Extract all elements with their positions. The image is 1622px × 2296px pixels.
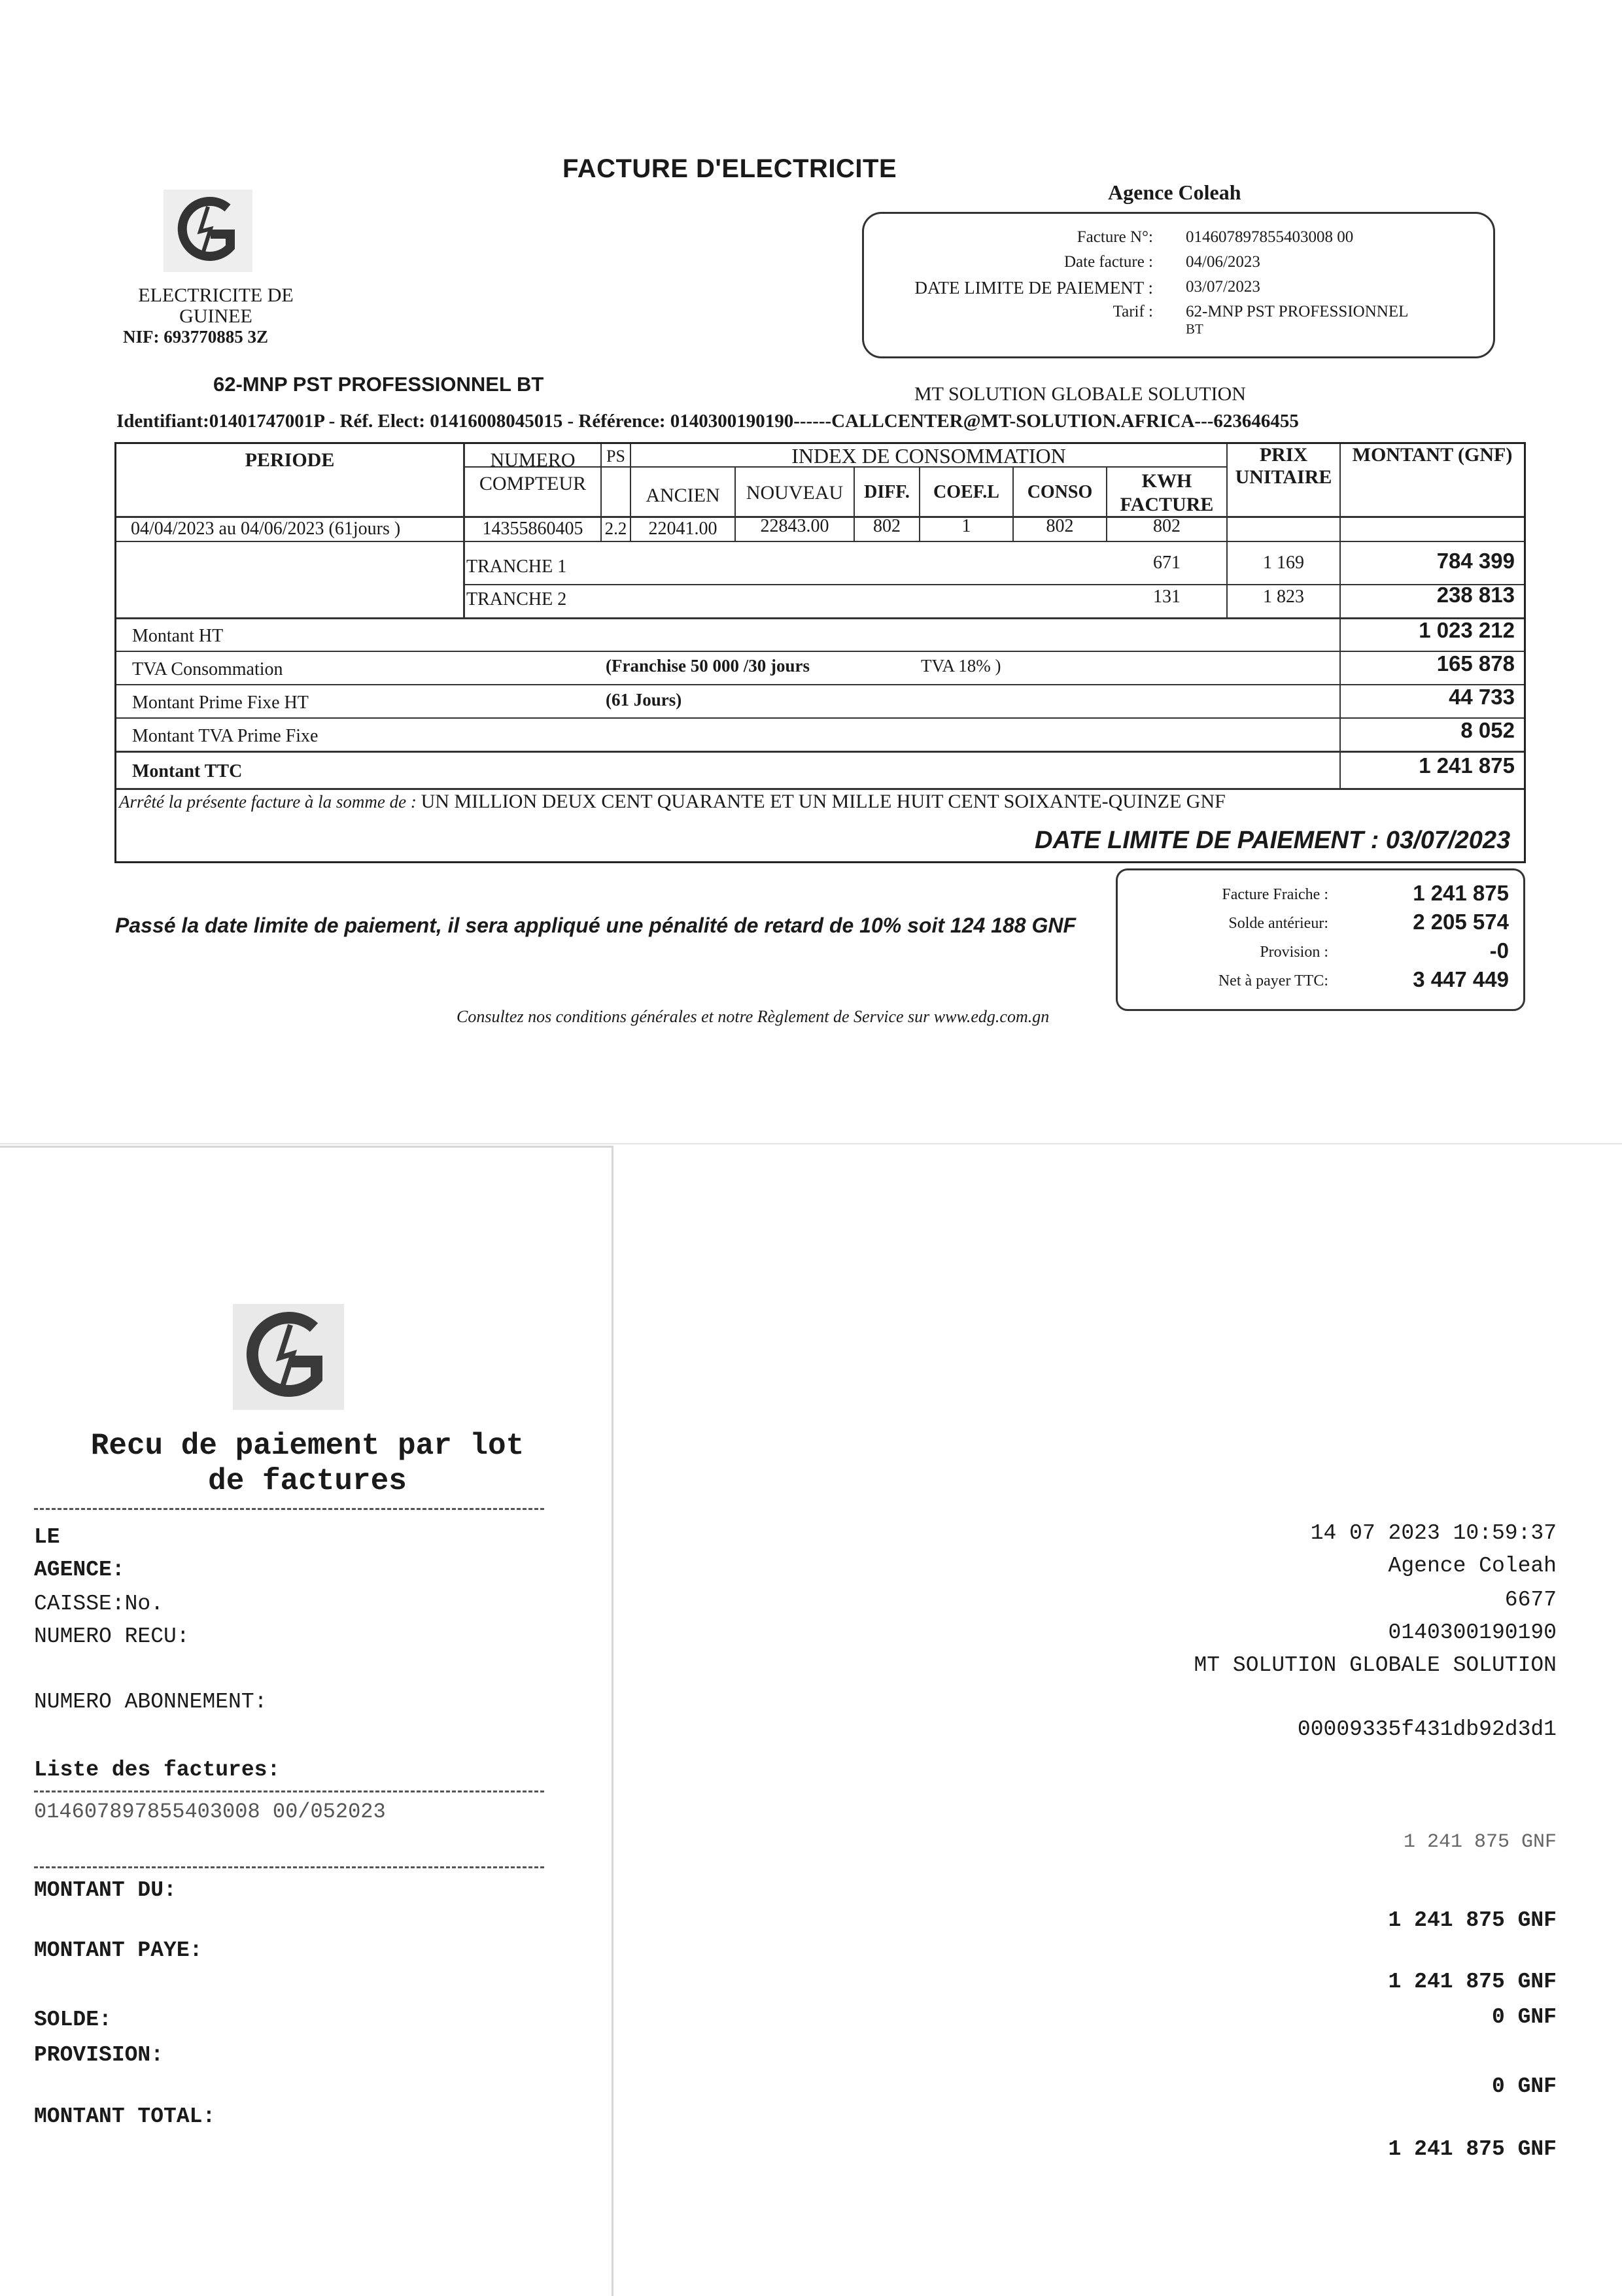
- invoice-number-label: Facture N°:: [1077, 228, 1153, 246]
- receipt-abonnement-label: NUMERO ABONNEMENT:: [34, 1690, 267, 1714]
- invoice-info-box: [862, 212, 1495, 358]
- receipt-montant-total-label: MONTANT TOTAL:: [34, 2104, 216, 2129]
- receipt-divider: [34, 1508, 544, 1510]
- tariff-value-cont: BT: [1186, 321, 1203, 337]
- receipt-numero-recu-label: NUMERO RECU:: [34, 1624, 190, 1649]
- montant-ttc-label: Montant TTC: [132, 761, 243, 781]
- sheet-edge: [0, 1143, 1622, 1144]
- arrete-line: [119, 791, 1226, 813]
- tva-conso-value: 165 878: [1436, 651, 1515, 676]
- header-unitaire: UNITAIRE: [1235, 466, 1332, 488]
- receipt-title: [26, 1428, 589, 1499]
- arrete-amount-words: UN MILLION DEUX CENT QUARANTE ET UN MILLE HUIT CENT SOIXANTE-QUINZE GNF: [421, 791, 1226, 812]
- receipt-agence-value: Agence Coleah: [1388, 1554, 1557, 1578]
- summary-provision-value: -0: [1489, 938, 1509, 963]
- late-penalty-notice: Passé la date limite de paiement, il sera appliqué une pénalité de retard de 10% soit 124 188 GNF: [115, 914, 1076, 937]
- header-diff: DIFF.: [864, 482, 910, 502]
- header-numero: NUMERO: [490, 449, 576, 471]
- tranche-1-label: TRANCHE 1: [466, 557, 567, 577]
- row-compteur: 14355860405: [482, 519, 583, 539]
- nif-number: NIF: 693770885 3Z: [123, 327, 268, 347]
- row-nouveau: 22843.00: [760, 516, 829, 536]
- tva-prime-fixe-label: Montant TVA Prime Fixe: [132, 726, 319, 746]
- receipt-divider: [34, 1866, 544, 1868]
- montant-ht-label: Montant HT: [132, 626, 224, 646]
- summary-net-value: 3 447 449: [1413, 967, 1509, 991]
- invoice-date: 04/06/2023: [1186, 253, 1260, 271]
- row-kwh: 802: [1153, 516, 1181, 536]
- receipt-title-line1: Recu de paiement par lot: [90, 1429, 525, 1463]
- header-index: INDEX DE CONSOMMATION: [791, 444, 1066, 468]
- montant-ttc-value: 1 241 875: [1419, 753, 1515, 778]
- row-conso: 802: [1046, 516, 1074, 536]
- receipt-facture-amount: 1 241 875 GNF: [1403, 1831, 1557, 1853]
- row-ps: 2.2: [604, 519, 627, 538]
- receipt-montant-du-value: 1 241 875 GNF: [1388, 1908, 1557, 1932]
- row-periode: 04/04/2023 au 04/06/2023 (61jours ): [131, 519, 401, 539]
- tariff-value: 62-MNP PST PROFESSIONNEL: [1186, 303, 1409, 320]
- summary-solde-label: Solde antérieur:: [1228, 915, 1328, 932]
- receipt-numero-recu-value: 0140300190190: [1388, 1620, 1557, 1645]
- summary-facture-fraiche-value: 1 241 875: [1413, 881, 1509, 905]
- receipt-agence-label: AGENCE:: [34, 1558, 125, 1582]
- tranche-1-kwh: 671: [1153, 553, 1181, 573]
- tva-conso-label: TVA Consommation: [132, 659, 283, 679]
- header-ancien: ANCIEN: [646, 485, 720, 506]
- receipt-divider: [34, 1791, 544, 1792]
- invoice-title: FACTURE D'ELECTRICITE: [562, 154, 897, 183]
- tranche-1-prix: 1 169: [1263, 553, 1304, 573]
- receipt-montant-paye-label: MONTANT PAYE:: [34, 1938, 203, 1962]
- summary-net-label: Net à payer TTC:: [1218, 972, 1328, 989]
- edg-logo: [162, 188, 254, 273]
- prime-fixe-value: 44 733: [1449, 685, 1515, 709]
- header-conso: CONSO: [1027, 482, 1093, 502]
- receipt-provision-label: PROVISION:: [34, 2043, 164, 2067]
- agency-name: Agence Coleah: [1108, 180, 1241, 204]
- receipt-title-line2: de factures: [208, 1464, 407, 1498]
- header-montant: MONTANT (GNF): [1352, 444, 1513, 466]
- receipt-montant-paye-value: 1 241 875 GNF: [1388, 1970, 1557, 1994]
- invoice-number: 014607897855403008 00: [1186, 228, 1354, 246]
- header-periode: PERIODE: [245, 449, 335, 471]
- receipt-montant-du-label: MONTANT DU:: [34, 1878, 177, 1902]
- receipt-solde-label: SOLDE:: [34, 2008, 112, 2032]
- receipt-liste-label: Liste des factures:: [34, 1758, 281, 1782]
- client-name: MT SOLUTION GLOBALE SOLUTION: [914, 383, 1246, 405]
- tranche-2-prix: 1 823: [1263, 587, 1304, 607]
- receipt-date-value: 14 07 2023 10:59:37: [1310, 1521, 1557, 1545]
- row-ancien: 22041.00: [648, 519, 717, 539]
- receipt-solde-value: 0 GNF: [1491, 2005, 1557, 2029]
- header-facture: FACTURE: [1120, 494, 1214, 515]
- header-nouveau: NOUVEAU: [746, 482, 844, 504]
- receipt-caisse-label: CAISSE:No.: [34, 1592, 164, 1616]
- receipt-abonnement-value: 00009335f431db92d3d1: [1297, 1717, 1557, 1741]
- header-coef: COEF.L: [933, 482, 999, 502]
- receipt-edg-logo: [230, 1301, 347, 1413]
- tranche-2-kwh: 131: [1153, 587, 1181, 607]
- prime-fixe-note: (61 Jours): [606, 690, 682, 710]
- deadline-date: 03/07/2023: [1186, 278, 1260, 296]
- header-compteur: COMPTEUR: [479, 473, 587, 494]
- deadline-label: DATE LIMITE DE PAIEMENT :: [914, 278, 1153, 298]
- company-name: ELECTRICITE DE GUINEE: [138, 284, 294, 327]
- tranche-2-montant: 238 813: [1436, 583, 1515, 607]
- montant-ht-value: 1 023 212: [1419, 618, 1515, 642]
- arrete-label: Arrêté la présente facture à la somme de :: [119, 792, 417, 812]
- receipt-client-name: MT SOLUTION GLOBALE SOLUTION: [1194, 1653, 1557, 1677]
- identifier-line: Identifiant:01401747001P - Réf. Elect: 01416008045015 - Référence: 0140300190190------CALLCENTER@MT-SOLUTION.AFRICA---623646455: [116, 411, 1299, 432]
- deadline-banner: DATE LIMITE DE PAIEMENT : 03/07/2023: [1035, 827, 1511, 854]
- tariff-label: Tarif :: [1113, 303, 1153, 320]
- summary-solde-value: 2 205 574: [1413, 910, 1509, 934]
- terms-notice: Consultez nos conditions générales et notre Règlement de Service sur www.edg.com.gn: [457, 1007, 1050, 1026]
- invoice-date-label: Date facture :: [1063, 253, 1153, 271]
- header-kwh: KWH: [1141, 470, 1192, 492]
- summary-provision-label: Provision :: [1260, 944, 1328, 961]
- receipt-montant-total-value: 1 241 875 GNF: [1388, 2137, 1557, 2161]
- summary-facture-fraiche-label: Facture Fraiche :: [1222, 886, 1328, 903]
- tva-prime-fixe-value: 8 052: [1460, 718, 1515, 742]
- receipt-date-label: LE: [34, 1525, 60, 1549]
- receipt-provision-value: 0 GNF: [1491, 2074, 1557, 2099]
- tariff-heading: 62-MNP PST PROFESSIONNEL BT: [213, 373, 544, 396]
- payment-summary-box: [1116, 868, 1525, 1011]
- header-ps: PS: [606, 447, 625, 466]
- row-diff: 802: [873, 516, 901, 536]
- header-prix: PRIX: [1259, 444, 1308, 466]
- tranche-2-label: TRANCHE 2: [466, 589, 567, 609]
- consumption-table: [114, 442, 1526, 863]
- tva-conso-note: (Franchise 50 000 /30 jours: [606, 656, 810, 676]
- receipt-facture-ref: 014607897855403008 00/052023: [34, 1800, 386, 1824]
- tva-conso-rate: TVA 18% ): [921, 656, 1001, 676]
- prime-fixe-label: Montant Prime Fixe HT: [132, 693, 309, 713]
- row-coef: 1: [961, 516, 971, 536]
- receipt-caisse-value: 6677: [1504, 1588, 1557, 1612]
- tranche-1-montant: 784 399: [1436, 549, 1515, 573]
